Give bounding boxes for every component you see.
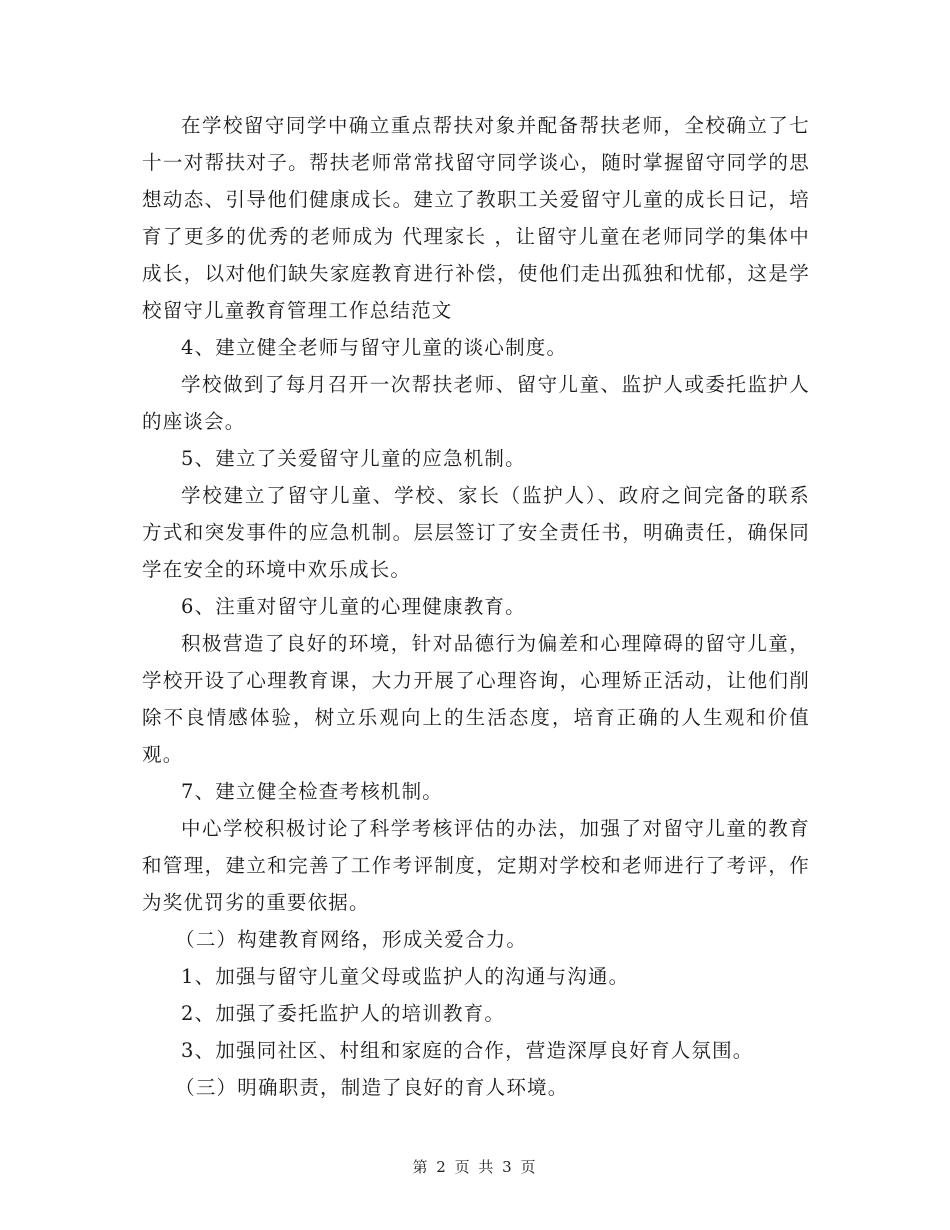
heading-item-7: 7、建立健全检查考核机制。 (181, 780, 444, 803)
heading-item-6: 6、注重对留守儿童的心理健康教育。 (181, 595, 526, 618)
paragraph-mental-health: 积极营造了良好的环境，针对品德行为偏差和心理障碍的留守儿童，学校开设了心理教育课，大力开展了心理咨询，心理矫正活动，让他们削除不良情感体验，树立乐观向上的生活态度，培育正确的人生观和价值观。 (142, 632, 810, 766)
list-item-1: 1、加强与留守儿童父母或监护人的沟通与沟通。 (181, 965, 630, 988)
heading-item-5: 5、建立了关爱留守儿童的应急机制。 (181, 447, 526, 470)
document-body (142, 107, 810, 1106)
heading-section-3: （三）明确职责，制造了良好的育人环境。 (175, 1076, 569, 1099)
paragraph-meetings: 学校做到了每月召开一次帮扶老师、留守儿童、监护人或委托监护人的座谈会。 (142, 373, 810, 433)
paragraph-support-pairs: 在学校留守同学中确立重点帮扶对象并配备帮扶老师，全校确立了七十一对帮扶对子。帮扶老师常常找留守同学谈心，随时掌握留守同学的思想动态、引导他们健康成长。建立了教职工关爱留守儿童的成长日记，培育了更多的优秀的老师成为 代理家长 ，让留守儿童在老师同学的集体中成长，以对他们缺失家庭教育进行补偿，使他们走出孤独和忧郁，这是学校留守儿童教育管理工作总结范文 (142, 114, 810, 322)
paragraph-emergency: 学校建立了留守儿童、学校、家长（监护人）、政府之间完备的联系方式和突发事件的应急机制。层层签订了安全责任书，明确责任，确保同学在安全的环境中欢乐成长。 (142, 484, 810, 581)
page-number-footer: 第 2 页 共 3 页 (412, 1158, 538, 1176)
paragraph-assessment: 中心学校积极讨论了科学考核评估的办法，加强了对留守儿童的教育和管理，建立和完善了工作考评制度，定期对学校和老师进行了考评，作为奖优罚劣的重要依据。 (142, 817, 810, 914)
list-item-3: 3、加强同社区、村组和家庭的合作，营造深厚良好育人氛围。 (181, 1039, 754, 1062)
heading-section-2: （二）构建教育网络，形成关爱合力。 (175, 928, 528, 951)
heading-item-4: 4、建立健全老师与留守儿童的谈心制度。 (181, 336, 568, 359)
list-item-2: 2、加强了委托监护人的培训教育。 (181, 1002, 506, 1025)
